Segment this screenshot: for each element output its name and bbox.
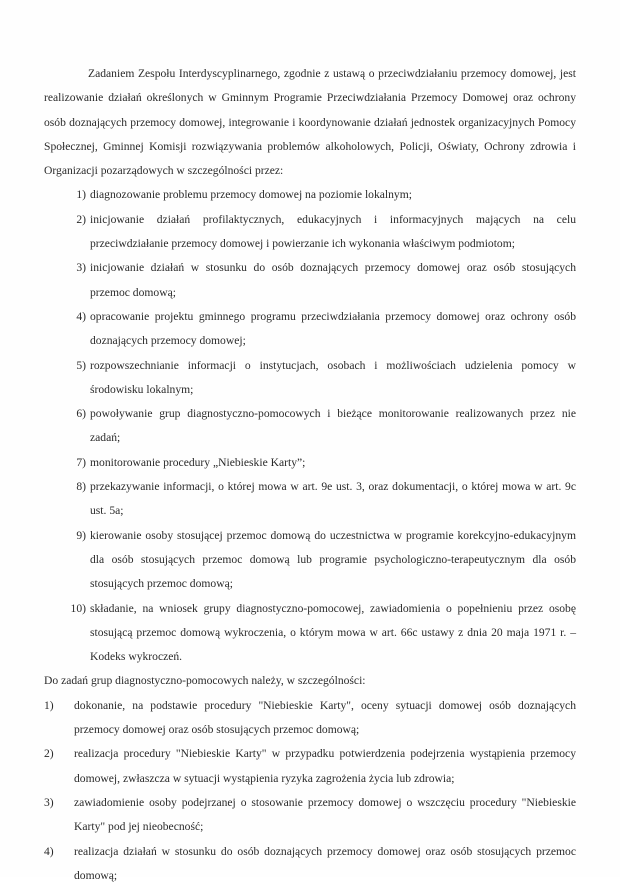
list-item [90,208,576,257]
item-number: 2) [44,742,60,766]
item-text: opracowanie projektu gminnego programu przeciwdziałania przemocy domowej oraz ochrony osób doznających przemocy domowej; [90,310,576,347]
item-text: składanie, na wniosek grupy diagnostyczno-pomocowej, zawiadomienia o popełnieniu przez osobę stosującą przemoc domową wykroczenia, o którym mowa w art. 66c ustawy z dnia 20 maja 1971 r. – Kodeks wykroczeń. [90,602,576,664]
item-text: zawiadomienie osoby podejrzanej o stosowanie przemocy domowej o wszczęciu procedury "Niebieskie Karty" pod jej nieobecność; [74,796,576,833]
item-text: kierowanie osoby stosującej przemoc domową do uczestnictwa w programie korekcyjno-edukacyjnym dla osób stosujących przemoc domową lub programie psychologiczno-terapeutycznym dla osób stosujących przemoc domową; [90,529,576,591]
item-text: rozpowszechnianie informacji o instytucjach, osobach i możliwościach udzielenia pomocy w środowisku lokalnym; [90,359,576,396]
item-number: 7) [64,451,86,475]
item-text: realizacja procedury "Niebieskie Karty" w przypadku potwierdzenia podejrzenia wystąpienia przemocy domowej, zwłaszcza w sytuacji wystąpienia ryzyka zagrożenia życia lub zdrowia; [74,747,576,784]
list-item [74,840,576,888]
list-item [74,742,576,791]
list-item [74,694,576,743]
list-item [90,451,576,475]
item-number: 8) [64,475,86,499]
item-text: monitorowanie procedury „Niebieskie Karty”; [90,456,305,469]
list-item [90,524,576,597]
item-number: 3) [64,256,86,280]
item-text: diagnozowanie problemu przemocy domowej na poziomie lokalnym; [90,188,412,201]
item-number: 1) [64,183,86,207]
document-body [44,62,576,888]
list-item [90,256,576,305]
item-text: powoływanie grup diagnostyczno-pomocowych i bieżące monitorowanie realizowanych przez nie zadań; [90,407,576,444]
list-item [90,183,576,207]
item-number: 4) [64,305,86,329]
list-item [90,402,576,451]
item-number: 3) [44,791,60,815]
item-number: 5) [64,354,86,378]
item-text: inicjowanie działań profilaktycznych, edukacyjnych i informacyjnych mających na celu przeciwdziałanie przemocy domowej i powierzanie ich wykonania właściwym podmiotom; [90,213,576,250]
groups-heading: Do zadań grup diagnostyczno-pomocowych należy, w szczególności: [44,669,576,693]
item-number: 1) [44,694,60,718]
item-text: inicjowanie działań w stosunku do osób doznających przemocy domowej oraz osób stosujących przemoc domową; [90,261,576,298]
list-item [74,791,576,840]
list-item [90,305,576,354]
item-number: 2) [64,208,86,232]
list-item [90,354,576,403]
item-text: przekazywanie informacji, o której mowa w art. 9e ust. 3, oraz dokumentacji, o której mowa w art. 9c ust. 5a; [90,480,576,517]
item-text: realizacja działań w stosunku do osób doznających przemocy domowej oraz osób stosujących przemoc domową; [74,845,576,882]
item-number: 4) [44,840,60,864]
list-item [90,597,576,670]
item-text: dokonanie, na podstawie procedury "Niebieskie Karty", oceny sytuacji domowej osób doznających przemocy domowej oraz osób stosujących przemoc domową; [74,699,576,736]
team-tasks-list [44,183,576,669]
item-number: 10) [64,597,86,621]
item-number: 9) [64,524,86,548]
item-number: 6) [64,402,86,426]
list-item [90,475,576,524]
group-tasks-list [44,694,576,888]
intro-paragraph: Zadaniem Zespołu Interdyscyplinarnego, zgodnie z ustawą o przeciwdziałaniu przemocy domowej, jest realizowanie działań określonych w Gminnym Programie Przeciwdziałania Przemocy Domowej oraz ochrony osób doznających przemocy domowej, integrowanie i koordynowanie działań jednostek organizacyjnych Pomocy Społecznej, Gminnej Komisji rozwiązywania problemów alkoholowych, Policji, Oświaty, Ochrony zdrowia i Organizacji pozarządowych w szczególności przez: [44,62,576,183]
